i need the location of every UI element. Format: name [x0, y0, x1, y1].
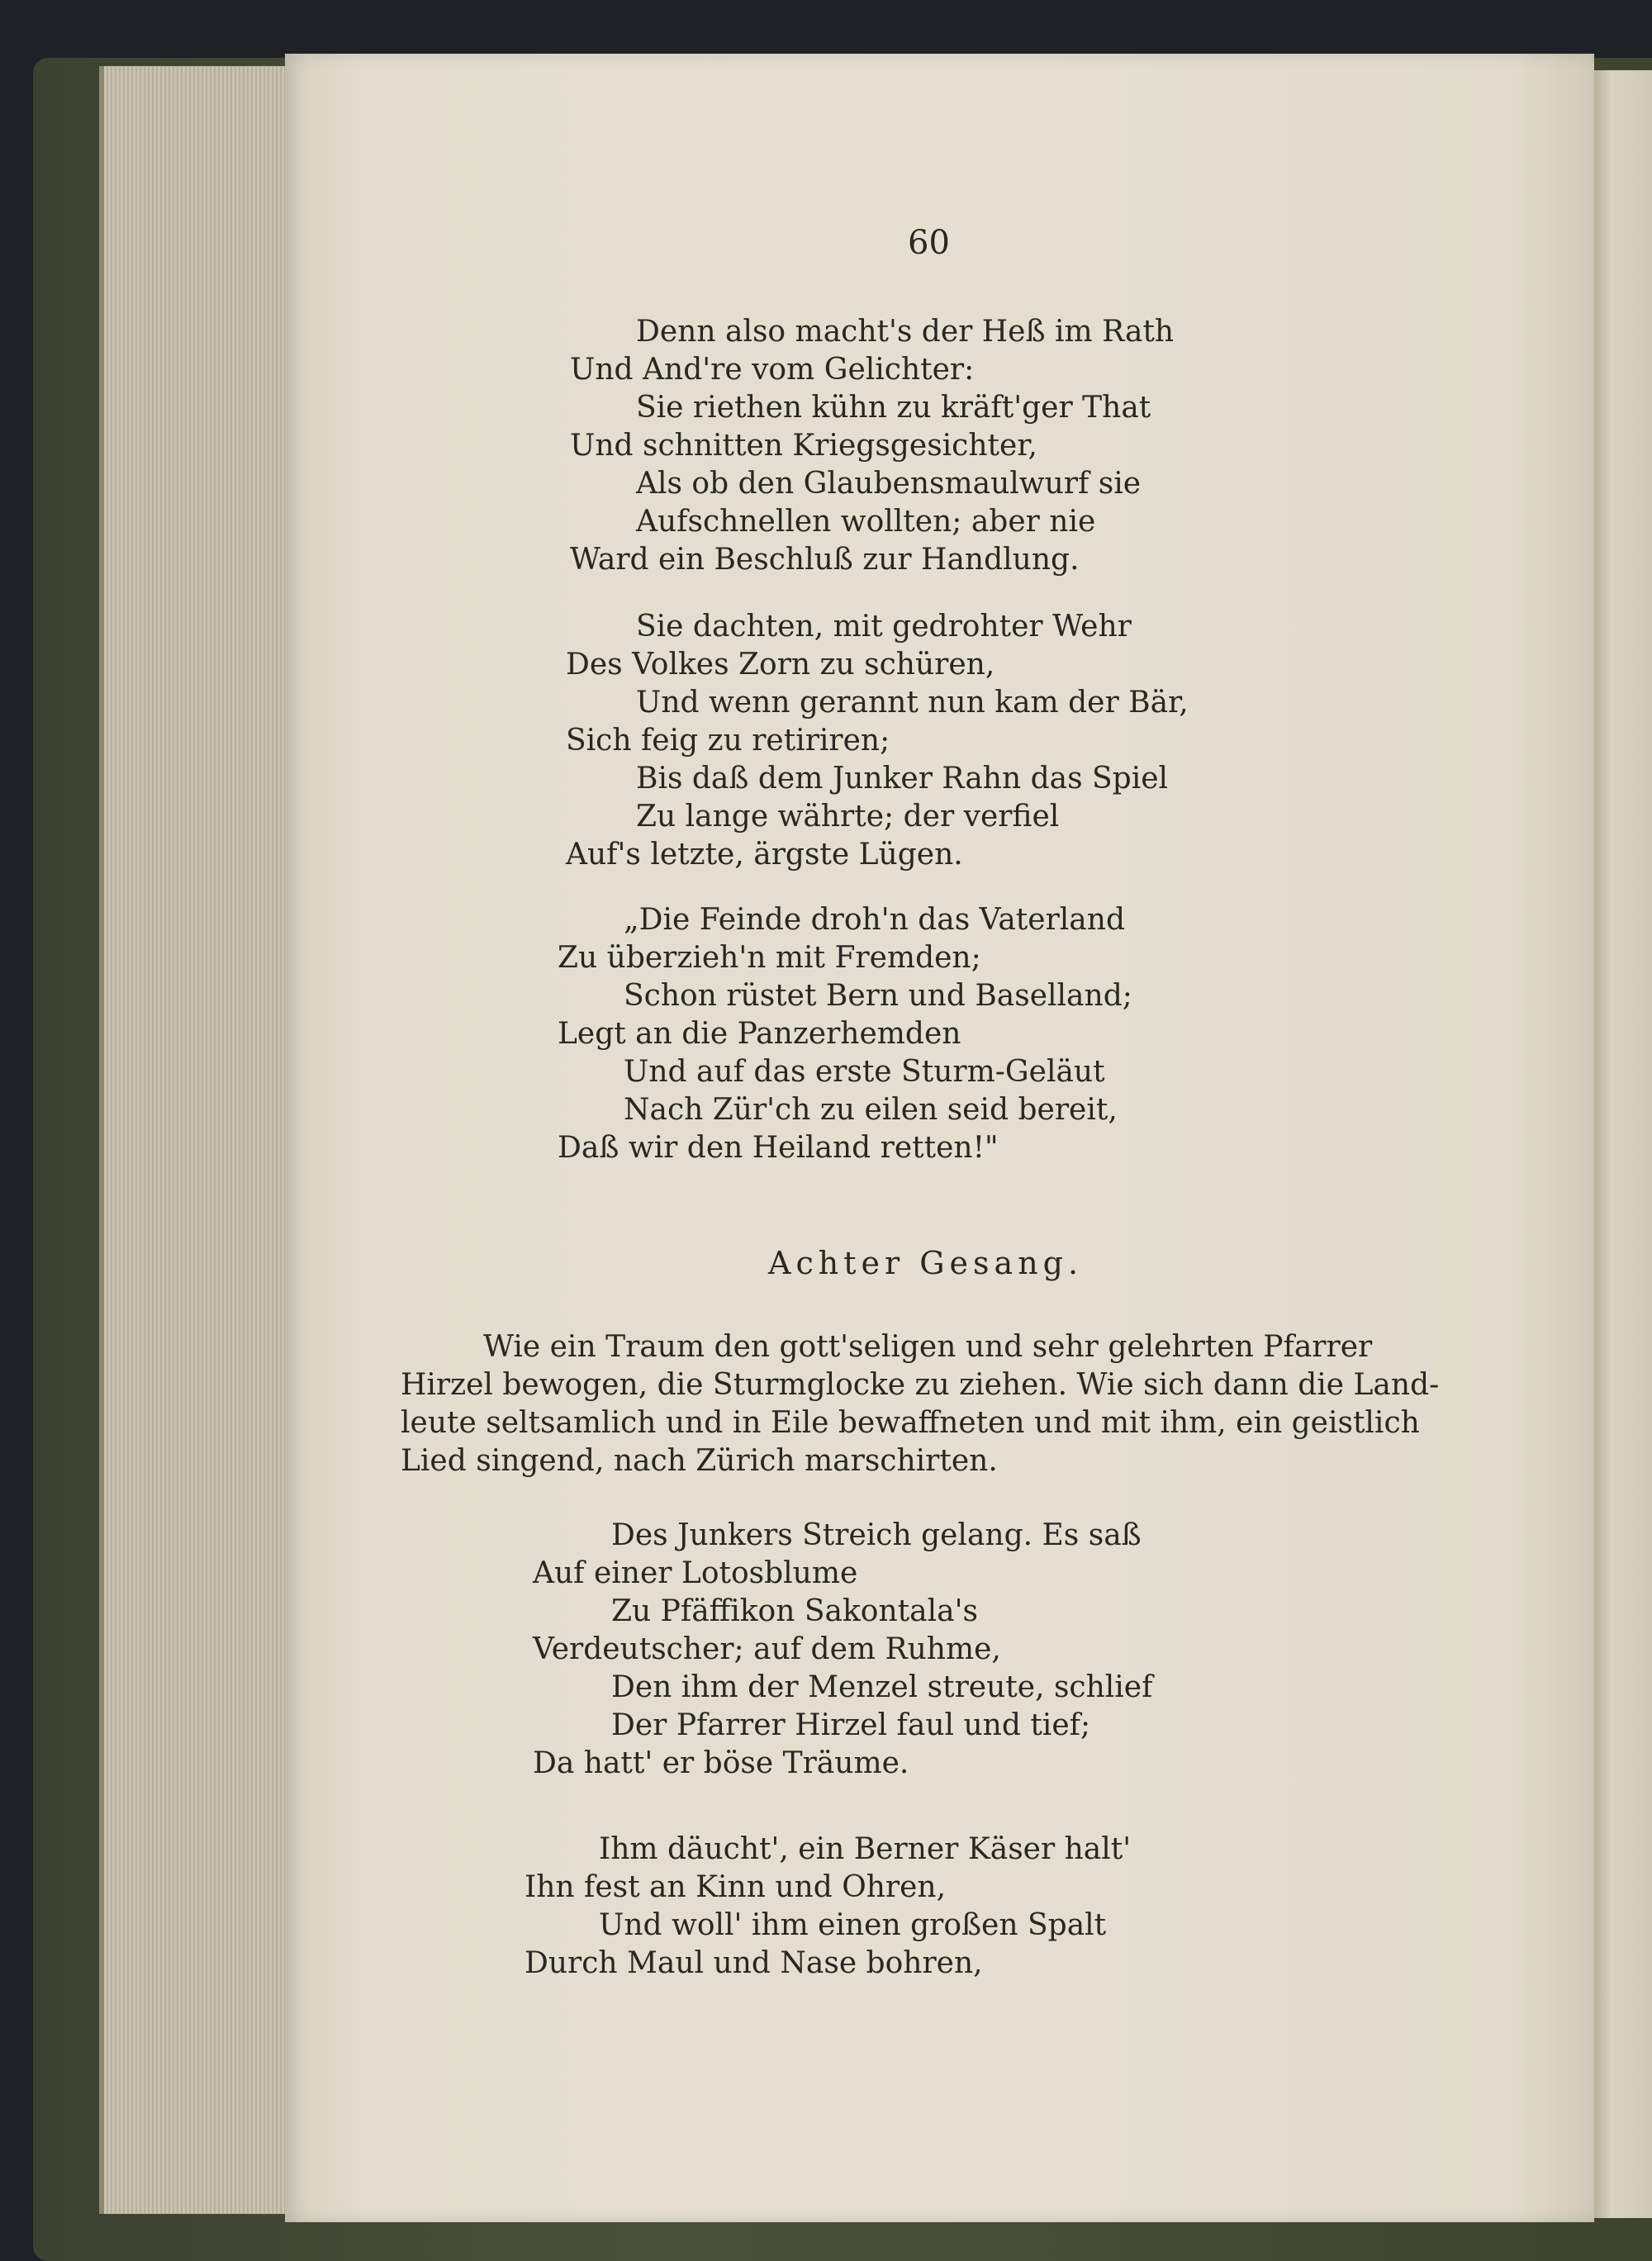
verse-line: Verdeutscher; auf dem Ruhme, — [533, 1632, 1001, 1666]
verse-line: Des Junkers Streich gelang. Es saß — [611, 1518, 1142, 1552]
verse-line: Ihn fest an Kinn und Ohren, — [525, 1870, 947, 1904]
verse-line: Bis daß dem Junker Rahn das Spiel — [636, 762, 1169, 796]
verse-line: Sich feig zu retiriren; — [566, 724, 890, 758]
verse-line: Und And're vom Gelichter: — [570, 353, 975, 387]
argument-line: Wie ein Traum den gott'seligen und sehr gelehrten Pfarrer — [483, 1330, 1373, 1364]
verse-line: Daß wir den Heiland retten!" — [558, 1131, 999, 1165]
page-edges — [99, 66, 294, 2214]
verse-line: Nach Zür'ch zu eilen seid bereit, — [624, 1093, 1118, 1127]
verse-line: Auf einer Lotosblume — [533, 1556, 858, 1590]
verse-line: Denn also macht's der Heß im Rath — [636, 315, 1175, 349]
verse-line: Und woll' ihm einen großen Spalt — [599, 1908, 1107, 1942]
argument-line: Hirzel bewogen, die Sturmglocke zu ziehen. Wie sich dann die Land- — [401, 1368, 1440, 1402]
verse-line: Legt an die Panzerhemden — [558, 1017, 961, 1051]
verse-line: Des Volkes Zorn zu schüren, — [566, 648, 995, 682]
facing-page — [1594, 70, 1652, 2218]
verse-line: Sie dachten, mit gedrohter Wehr — [636, 610, 1132, 644]
verse-line: „Die Feinde droh'n das Vaterland — [624, 903, 1125, 937]
verse-line: Zu lange währte; der verfiel — [636, 800, 1060, 834]
book-page — [285, 54, 1594, 2222]
verse-line: Da hatt' er böse Träume. — [533, 1746, 909, 1780]
verse-line: Ward ein Beschluß zur Handlung. — [570, 543, 1080, 577]
verse-line: Durch Maul und Nase bohren, — [525, 1946, 983, 1980]
section-heading: Achter Gesang. — [768, 1245, 1084, 1281]
verse-line: Schon rüstet Bern und Baselland; — [624, 979, 1132, 1013]
verse-line: Zu überzieh'n mit Fremden; — [558, 941, 981, 975]
verse-line: Ihm däucht', ein Berner Käser halt' — [599, 1832, 1132, 1866]
page-number: 60 — [908, 224, 950, 262]
verse-line: Zu Pfäffikon Sakontala's — [611, 1594, 978, 1628]
verse-line: Und wenn gerannt nun kam der Bär, — [636, 686, 1189, 720]
verse-line: Aufschnellen wollten; aber nie — [636, 505, 1096, 539]
verse-line: Auf's letzte, ärgste Lügen. — [566, 838, 963, 872]
verse-line: Den ihm der Menzel streute, schlief — [611, 1670, 1153, 1704]
verse-line: Sie riethen kühn zu kräft'ger That — [636, 391, 1151, 425]
verse-line: Und auf das erste Sturm-Geläut — [624, 1055, 1105, 1089]
verse-line: Als ob den Glaubensmaulwurf sie — [636, 467, 1142, 501]
verse-line: Der Pfarrer Hirzel faul und tief; — [611, 1708, 1091, 1742]
verse-line: Und schnitten Kriegsgesichter, — [570, 429, 1037, 463]
argument-line: Lied singend, nach Zürich marschirten. — [401, 1444, 998, 1478]
argument-line: leute seltsamlich und in Eile bewaffneten und mit ihm, ein geistlich — [401, 1406, 1420, 1440]
